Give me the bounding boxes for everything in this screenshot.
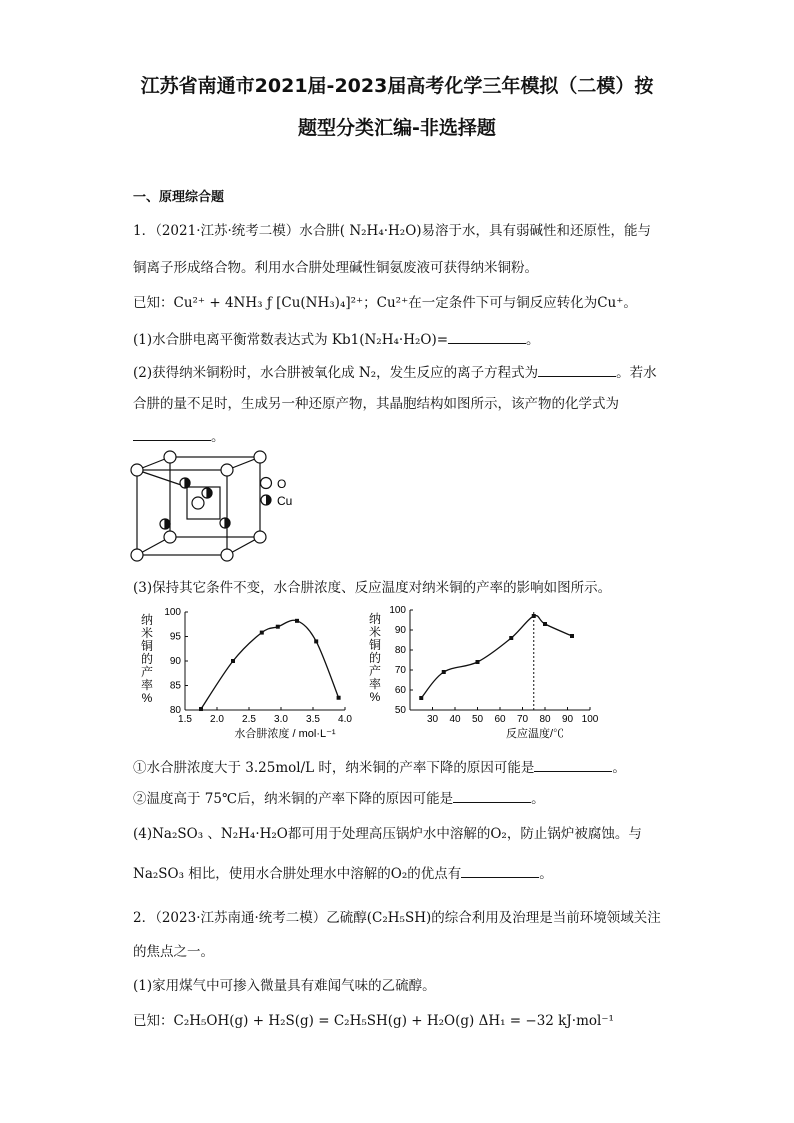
y-axis-label-text: 纳米铜的产率% (368, 612, 382, 704)
chart-concentration (135, 604, 360, 744)
x-tick-label: 40 (449, 714, 461, 725)
y-axis-label-text: 纳米铜的产率% (140, 613, 154, 705)
q1-part1 (133, 328, 540, 348)
data-point (314, 639, 318, 643)
q1-part2c-end: 。 (211, 429, 225, 445)
y-axis-label (141, 612, 153, 705)
q1-part4b (133, 862, 553, 882)
q1-known: 已知：Cu²⁺ + 4NH₃ ƒ [Cu(NH₃)₄]²⁺；Cu²⁺在一定条件下可与铜反应转化为Cu⁺。 (133, 295, 637, 311)
legend-cu-label: Cu (277, 494, 293, 508)
data-point (295, 619, 299, 623)
q1-reason2 (133, 787, 545, 807)
q1-intro1: 1．（2021·江苏·统考二模）水合肼( N₂H₄·H₂O)易溶于水，具有弱碱性和还原性，能与 (133, 223, 652, 239)
data-point (476, 660, 480, 664)
series-line (201, 620, 339, 709)
x-tick-label: 3.0 (274, 714, 288, 725)
q2-intro1: 2．（2023·江苏南通·统考二模）乙硫醇(C₂H₅SH)的综合利用及治理是当前环境领域关注 (133, 910, 661, 926)
section-heading: 一、原理综合题 (133, 190, 225, 205)
crystal-cell-diagram (130, 450, 310, 570)
q1-reason2-end: 。 (531, 791, 545, 807)
x-tick-label: 2.5 (242, 714, 256, 725)
y-tick-label: 70 (394, 665, 406, 676)
q1-part1-end: 。 (526, 332, 540, 348)
y-tick-label: 60 (394, 685, 406, 696)
y-tick-label: 100 (389, 605, 406, 616)
data-point (570, 634, 574, 638)
q1-reason1 (133, 756, 626, 776)
q2-part1: (1)家用煤气中可掺入微量具有难闻气味的乙硫醇。 (133, 978, 436, 994)
data-point (276, 625, 280, 629)
y-tick-label: 50 (394, 705, 406, 716)
x-tick-label: 60 (494, 714, 506, 725)
q1-reason1-text: ①水合肼浓度大于 3.25mol/L 时，纳米铜的产率下降的原因可能是 (133, 760, 535, 776)
x-axis-label: 水合肼浓度 / mol·L⁻¹ (234, 728, 336, 740)
q1-intro2: 铜离子形成络合物。利用水合肼处理碱性铜氨废液可获得纳米铜粉。 (133, 260, 538, 276)
y-tick-label: 100 (164, 607, 181, 618)
data-point (231, 659, 235, 663)
answer-blank (133, 428, 211, 441)
data-point (337, 696, 341, 700)
x-tick-label: 3.5 (306, 714, 320, 725)
q1-part1-text: (1)水合肼电离平衡常数表达式为 Kb1(N₂H₄·H₂O)= (133, 332, 449, 348)
q1-reason1-end: 。 (612, 760, 626, 776)
q1-part2b: 合肼的量不足时，生成另一种还原产物，其晶胞结构如图所示，该产物的化学式为 (133, 396, 619, 412)
data-point (543, 622, 547, 626)
q2-known: 已知：C₂H₅OH(g) + H₂S(g) = C₂H₅SH(g) + H₂O(g) ΔH₁ = −32 kJ·mol⁻¹ (133, 1013, 614, 1029)
x-tick-label: 90 (561, 714, 574, 725)
q1-part4a: (4)Na₂SO₃ 、N₂H₄·H₂O都可用于处理高压锅炉水中溶解的O₂，防止锅炉被腐蚀。与 (133, 826, 642, 842)
y-tick-label: 80 (394, 645, 406, 656)
x-tick-label: 80 (539, 714, 551, 725)
answer-blank (534, 759, 612, 772)
data-point (419, 696, 423, 700)
answer-blank (538, 364, 616, 377)
q1-part4b-end: 。 (539, 866, 553, 882)
q1-part2c (133, 425, 225, 445)
answer-blank (448, 331, 526, 344)
y-tick-label: 90 (394, 625, 406, 636)
data-point (260, 631, 264, 635)
x-tick-label: 50 (471, 714, 484, 725)
x-axis-label: 反应温度/℃ (505, 728, 565, 740)
data-point (509, 636, 513, 640)
y-tick-label: 95 (169, 631, 181, 643)
x-tick-label: 30 (426, 714, 439, 725)
x-tick-label: 1.5 (178, 714, 192, 725)
q1-part2a-end: 。若水 (616, 365, 657, 381)
x-tick-label: 70 (516, 714, 529, 725)
doc-title-line2: 题型分类汇编-非选择题 (298, 117, 496, 139)
legend-o-label: O (277, 477, 287, 491)
q2-intro2: 的焦点之一。 (133, 944, 214, 960)
data-point (199, 707, 203, 711)
q1-part3: (3)保持其它条件不变，水合肼浓度、反应温度对纳米铜的产率的影响如图所示。 (133, 580, 612, 596)
q1-reason2-text: ②温度高于 75℃后，纳米铜的产率下降的原因可能是 (133, 791, 454, 807)
answer-blank (461, 865, 539, 878)
series-line (421, 616, 572, 698)
doc-title-line1: 江苏省南通市2021届-2023届高考化学三年模拟（二模）按 (140, 75, 654, 97)
data-point (442, 670, 446, 674)
y-axis-label (369, 611, 381, 704)
y-tick-label: 85 (169, 680, 181, 692)
q1-part4b-text: Na₂SO₃ 相比，使用水合肼处理水中溶解的O₂的优点有 (133, 866, 462, 882)
q1-part2a (133, 361, 657, 381)
x-tick-label: 2.0 (210, 714, 224, 725)
x-tick-label: 4.0 (338, 714, 352, 725)
answer-blank (453, 790, 531, 803)
data-point (532, 614, 536, 618)
q1-part2a-text: (2)获得纳米铜粉时，水合肼被氧化成 N₂，发生反应的离子方程式为 (133, 365, 539, 381)
y-tick-label: 90 (169, 656, 181, 667)
oxygen-legend-icon (261, 478, 272, 489)
x-tick-label: 100 (581, 714, 599, 725)
chart-temperature (365, 604, 605, 744)
y-tick-label: 80 (169, 705, 181, 716)
